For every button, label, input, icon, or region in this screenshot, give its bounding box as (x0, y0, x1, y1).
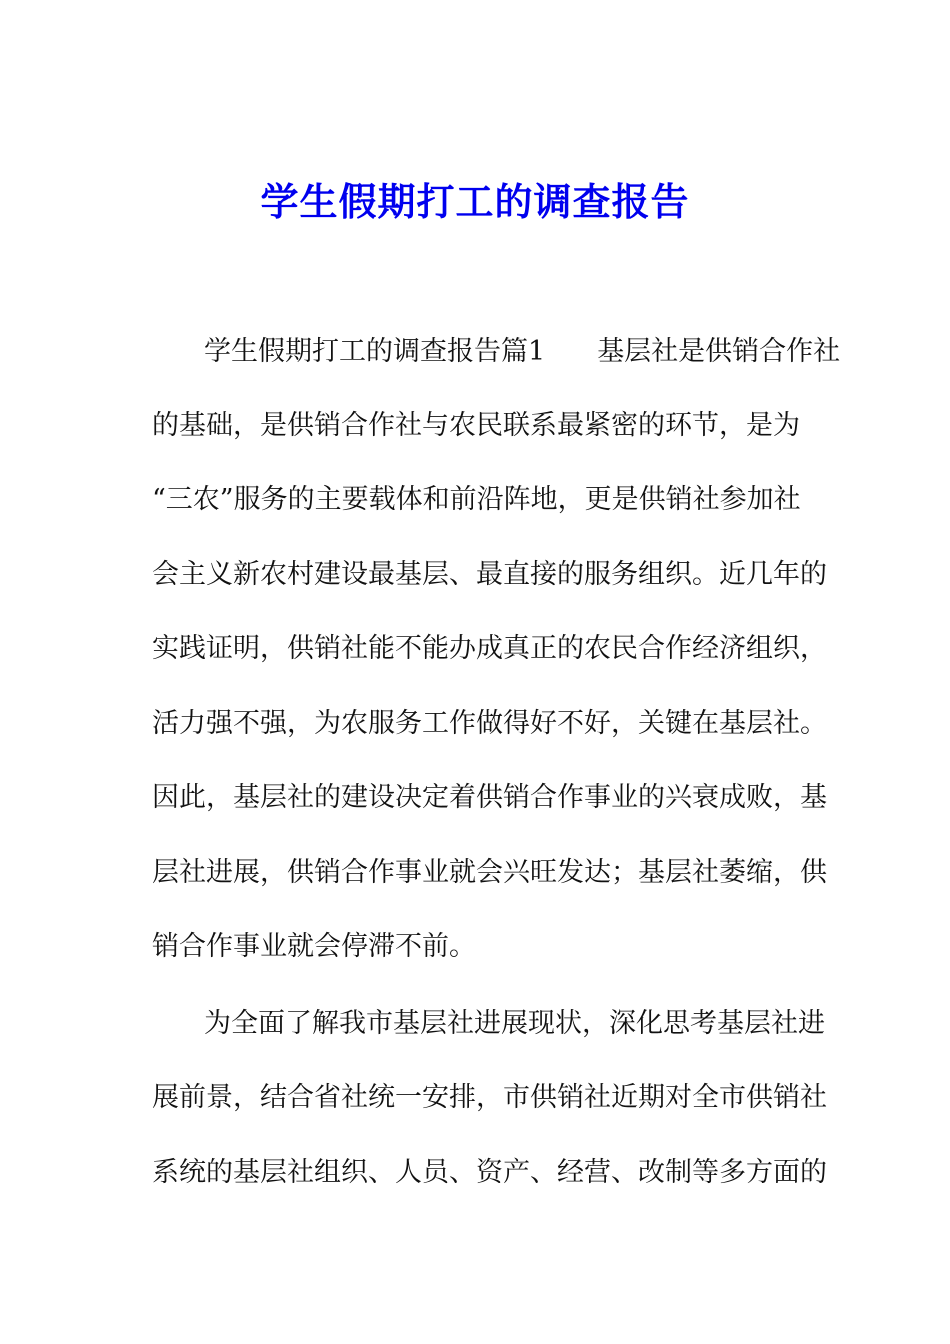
text-line: 层社进展，供销合作事业就会兴旺发达；基层社萎缩，供 (152, 857, 827, 888)
text-line: 因此，基层社的建设决定着供销合作事业的兴衰成败，基 (152, 782, 827, 813)
text-line: 实践证明，供销社能不能办成真正的农民合作经济组织， (152, 633, 827, 664)
section-heading: 学生假期打工的调查报告篇1 (204, 336, 546, 367)
text-line: 系统的基层社组织、人员、资产、经营、改制等多方面的 (152, 1157, 827, 1188)
document-title: 学生假期打工的调查报告 (260, 179, 690, 224)
text-line: 会主义新农村建设最基层、最直接的服务组织。近几年的 (152, 559, 827, 590)
text-line: 为全面了解我市基层社进展现状，深化思考基层社进 (204, 1008, 825, 1039)
text-line: 的基础，是供销合作社与农民联系最紧密的环节，是为 (152, 410, 800, 441)
text-line: 活力强不强，为农服务工作做得好不好，关键在基层社。 (152, 708, 827, 739)
text-line: “三农”服务的主要载体和前沿阵地，更是供销社参加社 (152, 484, 801, 515)
text-line: 销合作事业就会停滞不前。 (152, 931, 476, 962)
text-line: 基层社是供销合作社 (597, 336, 841, 367)
paragraph-1-line-1 (152, 332, 856, 372)
text-line: 展前景，结合省社统一安排，市供销社近期对全市供销社 (152, 1082, 827, 1113)
